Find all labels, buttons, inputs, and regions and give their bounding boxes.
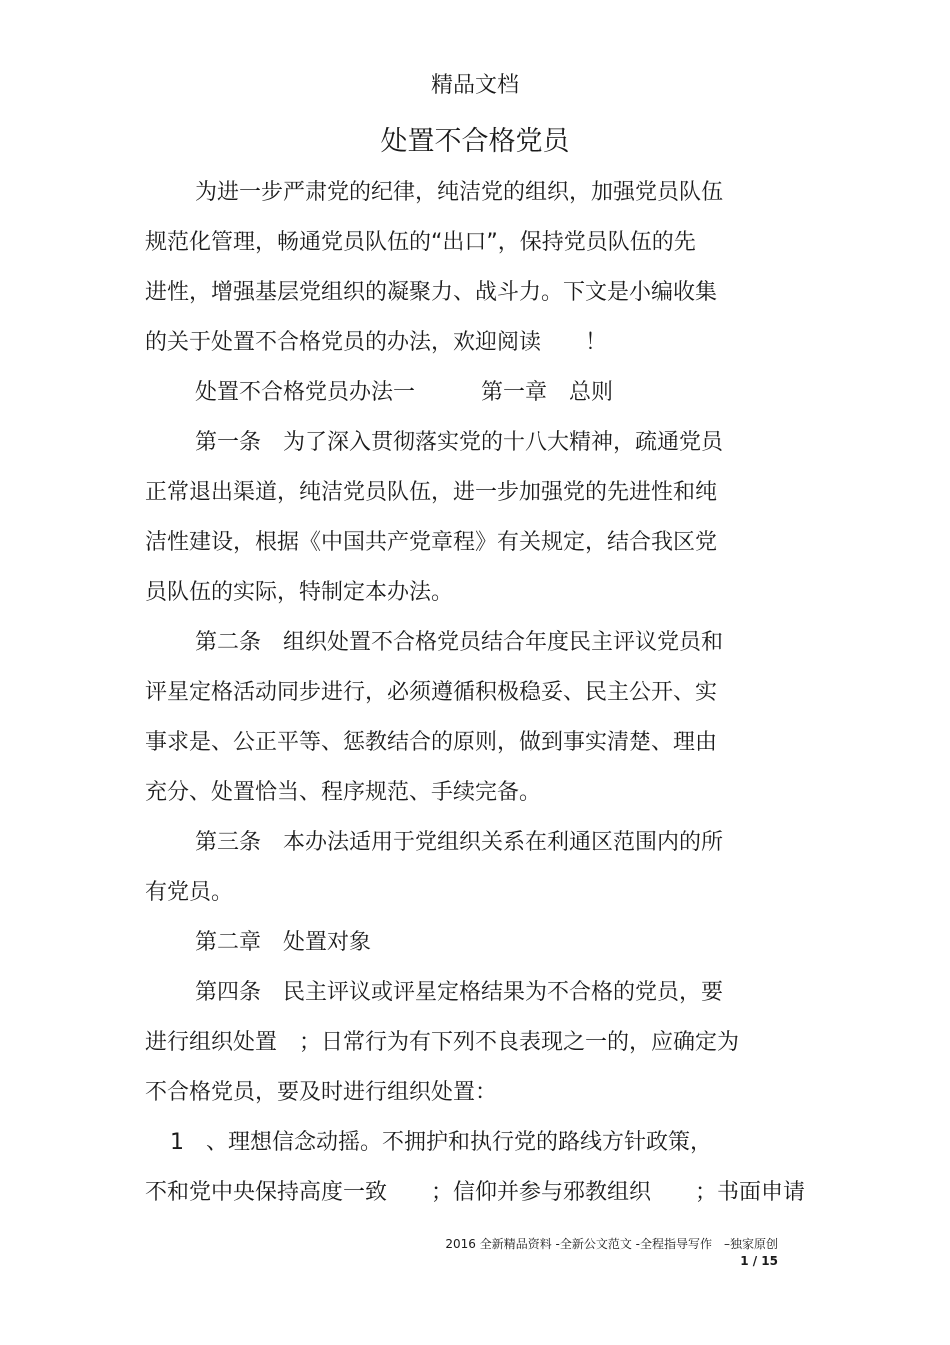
paragraph-line: 正常退出渠道，纯洁党员队伍，进一步加强党的先进性和纯 [145,480,718,505]
chapter-heading-line: 第二章 处置对象 [195,930,372,955]
paragraph-line: 进行组织处置 ；日常行为有下列不良表现之一的，应确定为 [145,1030,740,1055]
paragraph-line: 不合格党员，要及时进行组织处置： [145,1080,498,1105]
list-item-line: 1 、理想信念动摇。不拥护和执行党的路线方针政策， [170,1130,712,1155]
page-header: 精品文档 [430,73,519,98]
paragraph-line: 的关于处置不合格党员的办法，欢迎阅读 ！ [145,330,608,355]
page-number: 1 / 15 [740,1254,778,1268]
article-line: 第三条 本办法适用于党组织关系在利通区范围内的所 [195,830,724,855]
document-title: 处置不合格党员 [380,126,570,157]
section-heading-line: 处置不合格党员办法一 第一章 总则 [195,380,614,405]
article-line: 第一条 为了深入贯彻落实党的十八大精神，疏通党员 [195,430,724,455]
paragraph-line: 有党员。 [145,880,234,905]
paragraph-line: 员队伍的实际，特制定本办法。 [145,580,454,605]
paragraph-line: 进性，增强基层党组织的凝聚力、战斗力。下文是小编收集 [145,280,718,305]
paragraph-line: 洁性建设，根据《中国共产党章程》有关规定，结合我区党 [145,530,718,555]
page-footer: 2016 全新精品资料 -全新公文范文 -全程指导写作 –独家原创 [445,1237,778,1251]
article-line: 第四条 民主评议或评星定格结果为不合格的党员，要 [195,980,724,1005]
paragraph-line: 事求是、公正平等、惩教结合的原则，做到事实清楚、理由 [145,730,718,755]
paragraph-line: 充分、处置恰当、程序规范、手续完备。 [145,780,542,805]
paragraph-line: 评星定格活动同步进行，必须遵循积极稳妥、民主公开、实 [145,680,718,705]
paragraph-line: 为进一步严肃党的纪律，纯洁党的组织，加强党员队伍 [195,180,724,205]
document-body [145,176,806,1226]
article-line: 第二条 组织处置不合格党员结合年度民主评议党员和 [195,630,724,655]
paragraph-line: 不和党中央保持高度一致 ；信仰并参与邪教组织 ；书面申请 [145,1180,806,1205]
paragraph-line: 规范化管理，畅通党员队伍的“出口”，保持党员队伍的先 [145,230,696,255]
